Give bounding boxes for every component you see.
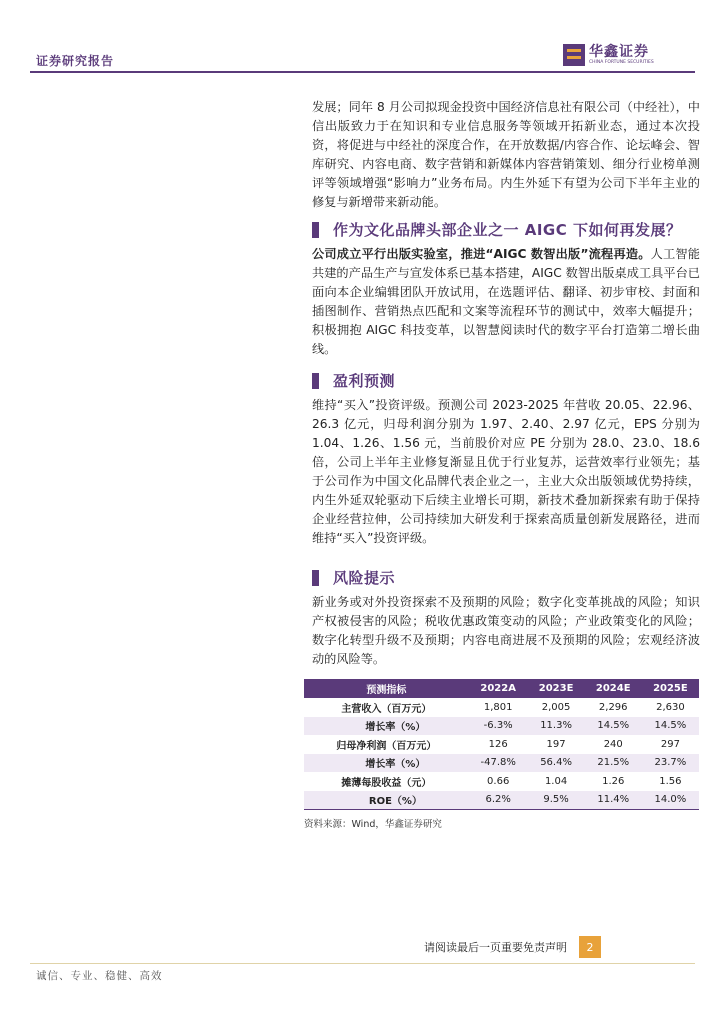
aigc-body: 人工智能共建的产品生产与宣发体系已基本搭建，AIGC 数智出版桌成工具平台已面向本企业编辑团队开放试用，在选题评估、翻译、初步审校、封面和插图制作、营销热点匹配和文案等流程环节的测试中，效率大幅提升；积极拥抱 AIGC 科技变革，以智慧阅读时代的数字平台打造第二增长曲线。 (312, 247, 700, 356)
table-cell: -47.8% (469, 754, 528, 773)
risk-paragraph: 新业务或对外投资探索不及预期的风险；数字化变革挑战的风险；知识产权被侵害的风险；税收优惠政策变动的风险；产业政策变化的风险；数字化转型升级不及预期；内容电商进展不及预期的风险；宏观经济波动的风险等。 (312, 595, 700, 666)
table-cell: 11.4% (585, 791, 642, 810)
table-header-cell: 2022A (469, 679, 528, 698)
table-cell: 2,296 (598, 701, 628, 713)
table-cell: 11.3% (528, 717, 585, 736)
table-cell: 0.66 (487, 775, 510, 787)
table-header-cell: 2024E (585, 679, 642, 698)
forecast-table (304, 679, 699, 810)
brand-logo (563, 44, 654, 66)
logo-name-en: CHINA FORTUNE SECURITIES (589, 59, 654, 65)
forecast-paragraph: 维持“买入”投资评级。预测公司 2023-2025 年营收 20.05、22.96、26.3 亿元，归母利润分别为 1.97、2.40、2.97 亿元，EPS 分别为 1.04、1.26、1.56 元，当前股价对应 PE 分别为 28.0、23.0、18.6 倍，公司上半年主业修复渐显且优于行业复苏，运营效率行业领先；基于公司作为中国文化品牌代表企业之一，主业大众出版领域优势持续，内生外延双轮驱动下后续主业增长可期，新技术叠加新探索有助于保持企业经营拉伸，公司持续加大研发利于探索高质量创新发展路径，进而维持“买入”投资评级。 (312, 398, 700, 545)
main-content (304, 98, 700, 830)
table-cell: 14.0% (642, 791, 699, 810)
table-cell: 1.56 (659, 775, 682, 787)
table-cell: 126 (488, 738, 508, 750)
section-heading-aigc (312, 220, 700, 241)
table-header-cell: 2025E (642, 679, 699, 698)
table-source: 资料来源：Wind，华鑫证券研究 (304, 818, 442, 830)
table-cell: 9.5% (528, 791, 585, 810)
aigc-paragraph (312, 245, 700, 359)
table-cell: 6.2% (469, 791, 528, 810)
row-label: 主营收入（百万元） (341, 703, 432, 715)
table-row (304, 772, 699, 791)
table-row (304, 735, 699, 754)
company-motto: 诚信、专业、稳健、高效 (36, 970, 163, 982)
table-cell: 1.04 (544, 775, 568, 787)
table-header-cell: 2023E (528, 679, 585, 698)
footer-disclaimer (424, 936, 601, 958)
table-cell: 297 (660, 738, 680, 750)
intro-paragraph: 发展；同年 8 月公司拟现金投资中国经济信息社有限公司（中经社），中信出版致力于在知识和专业信息服务等领域开拓新业态，通过本次投资，将促进与中经社的深度合作，在开放数据/内容合作、论坛峰会、智库研究、内容电商、数字营销和新媒体内容营销策划、细分行业榜单测评等领域增强“影响力”业务布局。内生外延下有望为公司下半年主业的修复与新增带来新动能。 (312, 100, 700, 209)
table-cell: 21.5% (585, 754, 642, 773)
page-number: 2 (579, 936, 601, 958)
header-divider (30, 71, 695, 73)
table-row (304, 754, 699, 773)
section-marker (312, 570, 319, 586)
row-label: ROE（%） (304, 791, 469, 810)
table-cell: 23.7% (642, 754, 699, 773)
table-cell: 2,630 (656, 701, 685, 713)
table-cell: -6.3% (469, 717, 528, 736)
section-marker (312, 222, 319, 238)
section-title: 作为文化品牌头部企业之一 AIGC 下如何再发展？ (333, 221, 682, 239)
section-title: 风险提示 (333, 569, 396, 587)
table-cell: 14.5% (642, 717, 699, 736)
table-cell: 1,801 (483, 701, 513, 713)
table-cell: 2,005 (541, 701, 571, 713)
section-heading-risk (312, 568, 700, 589)
table-header-row (304, 679, 699, 698)
aigc-lead: 公司成立平行出版实验室，推进“AIGC 数智出版”流程再造。 (312, 247, 651, 261)
table-cell: 240 (603, 738, 623, 750)
footer-divider (30, 963, 695, 964)
disclaimer-link[interactable]: 请阅读最后一页重要免责声明 (424, 941, 567, 954)
logo-name-cn: 华鑫证券 (589, 43, 649, 60)
table-row (304, 791, 699, 810)
row-label: 增长率（%） (304, 717, 469, 736)
row-label: 归母净利润（百万元） (336, 740, 437, 752)
table-row (304, 717, 699, 736)
table-cell: 1.26 (602, 775, 625, 787)
table-cell: 56.4% (528, 754, 585, 773)
row-label: 摊薄每股收益（元） (341, 777, 432, 789)
section-heading-forecast (312, 371, 700, 392)
row-label: 增长率（%） (304, 754, 469, 773)
table-cell: 197 (546, 738, 566, 750)
section-marker (312, 373, 319, 389)
table-row (304, 698, 699, 717)
table-header-cell: 预测指标 (304, 679, 469, 698)
report-type-label: 证券研究报告 (36, 54, 115, 68)
logo-icon (563, 44, 585, 66)
table-cell: 14.5% (585, 717, 642, 736)
section-title: 盈利预测 (333, 372, 396, 390)
